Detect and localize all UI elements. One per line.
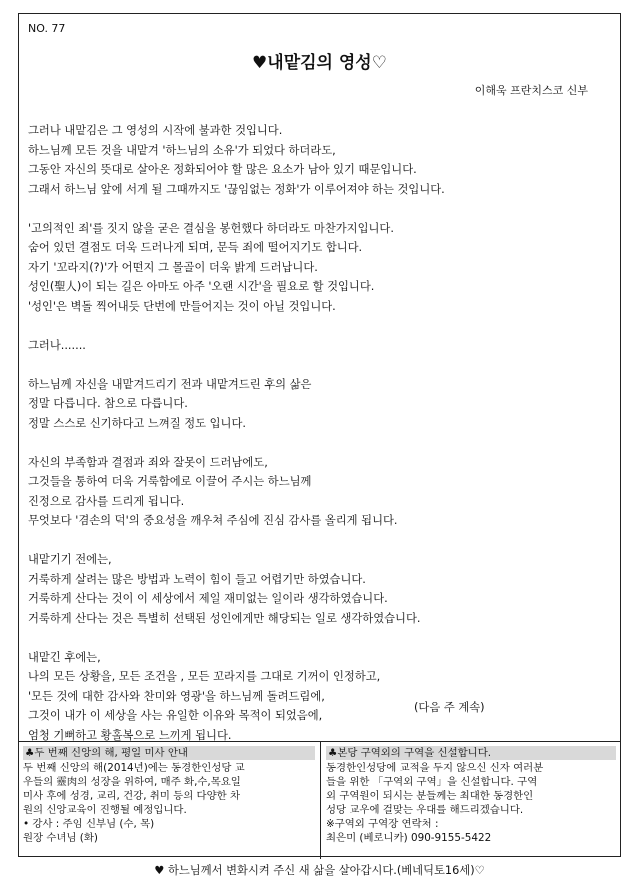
notice-new-district	[326, 746, 616, 845]
issue-number: NO. 77	[28, 22, 66, 35]
notice-line: 외 구역원이 되시는 분들께는 최대한 동경한인	[326, 790, 534, 802]
text-line: 그동안 자신의 뜻대로 살아온 정화되어야 할 많은 요소가 남아 있기 때문입니다.	[28, 163, 417, 176]
text-line: '고의적인 죄'를 짓지 않을 굳은 결심을 봉헌했다 하더라도 마찬가지입니다.	[28, 221, 394, 235]
text-line: 그것이 내가 이 세상을 사는 유일한 이유와 목적이 되었음에,	[28, 709, 323, 722]
paragraph	[28, 336, 613, 356]
text-line: 내맡긴 후에는,	[28, 650, 101, 664]
text-line: 진정으로 감사를 드리게 됩니다.	[28, 494, 185, 508]
text-line: 엄청 기뻐하고 황홀복으로 느끼게 됩니다.	[28, 728, 232, 742]
text-line: 거룩하게 산다는 것이 이 세상에서 제일 재미없는 일이라 생각하였습니다.	[28, 592, 388, 605]
notice-line: 성당 교우에 걸맞는 우대를 해드리겠습니다.	[326, 804, 524, 816]
text-line: 성인(聖人)이 되는 길은 아마도 아주 '오랜 시간'을 필요로 할 것입니다.	[28, 280, 375, 293]
notice-line: 우들의 靈肉의 성장을 위하여, 매주 화,수,목요일	[23, 776, 241, 788]
notice-line: 미사 후에 성경, 교리, 건강, 취미 등의 다양한 차	[23, 790, 241, 802]
text-line: 그러나.......	[28, 338, 86, 352]
page-title: ♥내맡김의 영성♡	[252, 53, 387, 73]
notice-line: 동경한인성당에 교적을 두지 않으신 신자 여러분	[326, 762, 544, 774]
notice-text	[23, 761, 315, 845]
text-line: 정말 다릅니다. 참으로 다릅니다.	[28, 397, 188, 410]
notice-line: • 강사 : 주임 신부님 (수, 목)	[23, 818, 155, 830]
notice-title: ♣본당 구역외의 구역을 신설합니다.	[326, 746, 616, 760]
notice-line: 원의 신앙교육이 진행될 예정입니다.	[23, 804, 187, 816]
paragraph	[28, 219, 613, 317]
text-line: 그래서 하느님 앞에 서게 될 그때까지도 '끊임없는 정화'가 이루어져야 하는 것입니다.	[28, 182, 445, 196]
text-line: 무엇보다 '겸손의 덕'의 중요성을 깨우쳐 주심에 진심 감사를 올리게 됩니다.	[28, 514, 398, 527]
text-line: 내맡기기 전에는,	[28, 553, 112, 566]
notice-text	[326, 761, 616, 845]
notice-line: ※구역외 구역장 연락처 :	[326, 818, 439, 830]
notice-line: 두 번째 신앙의 해(2014년)에는 동경한인성당 교	[23, 762, 245, 774]
bulletin-frame	[18, 13, 621, 857]
article-body	[28, 121, 613, 765]
notice-line: 들을 위한 「구역외 구역」을 신설합니다. 구역	[326, 776, 538, 788]
text-line: 정말 스스로 신기하다고 느껴질 정도 입니다.	[28, 416, 246, 430]
text-line: 그것들을 통하여 더욱 거룩함에로 이끌어 주시는 하느님께	[28, 475, 312, 488]
text-line: '성인'은 벽돌 찍어내듯 단번에 만들어지는 것이 아닐 것입니다.	[28, 299, 336, 313]
text-line: 자신의 부족함과 결점과 죄와 잘못이 드러남에도,	[28, 455, 268, 469]
text-line: 숨어 있던 결점도 더욱 드러나게 되며, 문득 죄에 떨어지기도 합니다.	[28, 241, 363, 254]
text-line: 하느님께 모든 것을 내맡겨 '하느님의 소유'가 되었다 하더라도,	[28, 143, 336, 157]
text-line: 그러나 내맡김은 그 영성의 시작에 불과한 것입니다.	[28, 124, 283, 137]
notice-section	[19, 741, 620, 859]
notice-divider	[320, 742, 321, 859]
text-line: 자기 '꼬라지(?)'가 어떤지 그 몰골이 더욱 밝게 드러납니다.	[28, 260, 318, 274]
text-line: '모든 것에 대한 감사와 찬미와 영광'을 하느님께 돌려드림에,	[28, 689, 325, 703]
paragraph	[28, 375, 613, 434]
text-line: 거룩하게 살려는 많은 방법과 노력이 힘이 들고 어렵기만 하였습니다.	[28, 572, 366, 586]
paragraph	[28, 550, 613, 628]
paragraph	[28, 121, 613, 199]
text-line: 하느님께 자신을 내맡겨드리기 전과 내맡겨드린 후의 삶은	[28, 377, 312, 391]
notice-faith-year	[23, 746, 315, 845]
paragraph	[28, 648, 613, 746]
text-line: 거룩하게 산다는 것은 특별히 선택된 성인에게만 해당되는 일로 생각하였습니다.	[28, 611, 421, 625]
text-line: 나의 모든 상황을, 모든 조건을 , 모든 꼬라지를 그대로 기꺼이 인정하고,	[28, 670, 381, 683]
notice-line: 최은미 (베로니카) 090-9155-5422	[326, 832, 492, 844]
paragraph	[28, 453, 613, 531]
notice-line: 원장 수녀님 (화)	[23, 832, 98, 844]
author: 이해욱 프란치스코 신부	[474, 84, 588, 97]
notice-title: ♣두 번째 신앙의 해, 평일 미사 안내	[23, 746, 315, 760]
footer-quote: ♥ 하느님께서 변화시켜 주신 새 삶을 살아갑시다.(베네딕토16세)♡	[154, 864, 485, 877]
continued-note: (다음 주 계속)	[414, 701, 485, 714]
